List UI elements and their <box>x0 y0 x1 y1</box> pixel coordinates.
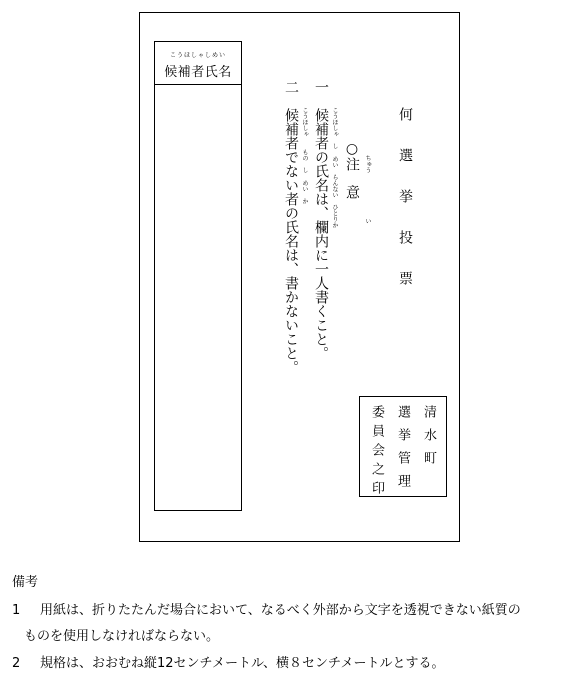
seal-column-1: 清水町 <box>421 405 436 474</box>
ballot-paper <box>139 12 460 542</box>
note-1-text: 用紙は、折りたたんだ場合において、なるべく外部から文字を透視できない紙質の <box>40 603 521 618</box>
note-1-continuation: ものを使用しなければならない。 <box>24 629 220 644</box>
seal-column-3: 委員会之印 <box>369 405 384 500</box>
caution-item-1 <box>314 80 328 360</box>
caution-item-1-ruby: こうほしゃ し めい らんない ひとりか <box>331 107 338 228</box>
caution-item-1-number: 一 <box>313 80 329 94</box>
election-committee-seal <box>359 396 447 500</box>
caution-item-2-ruby: こうほしゃ もの し めい か <box>301 107 308 204</box>
ballot-title: 何選挙投票 <box>397 107 413 312</box>
caution-item-2 <box>284 80 298 374</box>
candidate-name-label: 候補者氏名 <box>164 65 232 80</box>
caution-heading: ○注 意 <box>344 141 360 199</box>
candidate-name-box <box>154 41 242 511</box>
caution-item-2-text: 候補者でない者の氏名は、書かないこと。 <box>283 108 299 374</box>
seal-column-2: 選挙管理 <box>395 405 410 497</box>
note-2 <box>12 652 444 671</box>
note-2-text: 規格は、おおむね縦12センチメートル、横８センチメートルとする。 <box>40 656 445 671</box>
candidate-name-ruby: こうほしゃしめい <box>169 52 226 59</box>
caution-item-2-number: 二 <box>283 80 299 94</box>
note-1 <box>12 599 521 618</box>
note-1-number: 1 <box>12 603 21 618</box>
caution-ruby-i: い <box>364 218 371 224</box>
note-2-number: 2 <box>12 656 21 671</box>
candidate-name-header <box>155 42 241 85</box>
caution-ruby-chu: ちゅう <box>364 155 371 173</box>
notes-title: 備考 <box>12 575 39 590</box>
caution-item-1-text: 候補者の氏名は、欄内に一人書くこと。 <box>313 108 329 360</box>
